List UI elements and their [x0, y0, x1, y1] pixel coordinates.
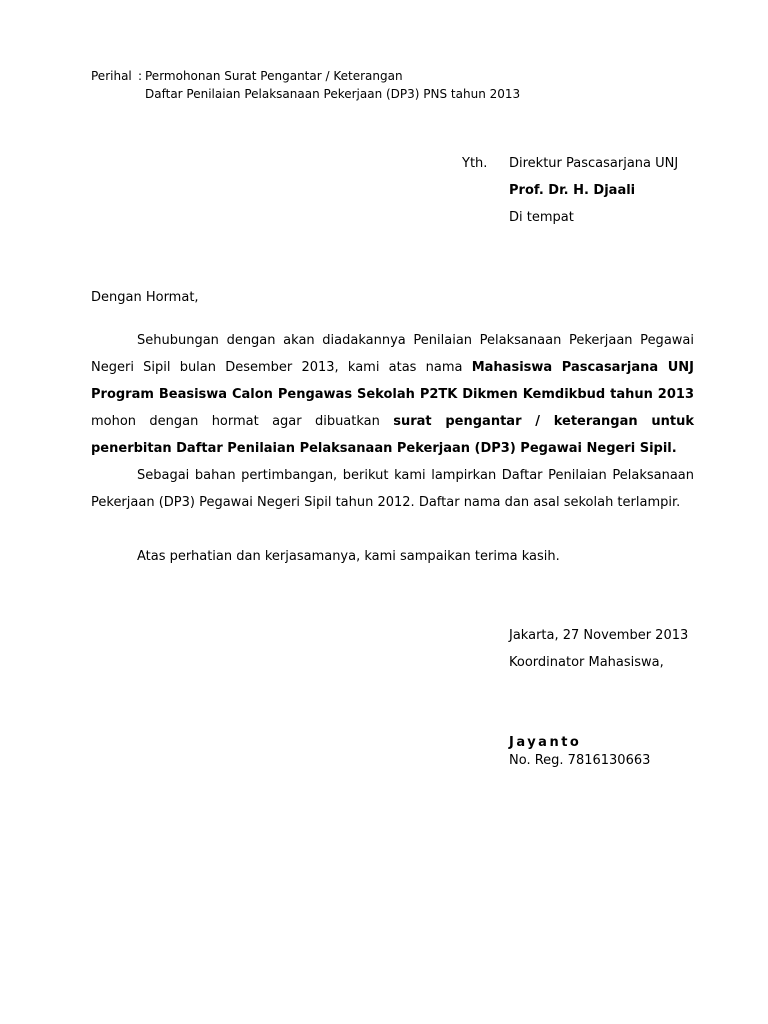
- recipient-line-1: Direktur Pascasarjana UNJ: [509, 156, 679, 171]
- salutation: Dengan Hormat,: [91, 290, 199, 305]
- paragraph-request: [91, 327, 694, 462]
- perihal-line-2: Daftar Penilaian Pelaksanaan Pekerjaan (DP3) PNS tahun 2013: [145, 87, 521, 101]
- signer-registration: No. Reg. 7816130663: [509, 753, 651, 768]
- place-date: Jakarta, 27 November 2013: [509, 628, 689, 643]
- recipient-prefix: Yth.: [462, 156, 488, 171]
- paragraph-request-text-2: mohon dengan hormat agar dibuatkan: [91, 414, 394, 429]
- paragraph-attachment: Sebagai bahan pertimbangan, berikut kami lampirkan Daftar Penilaian Pelaksanaan Pekerjaan (DP3) Pegawai Negeri Sipil tahun 2012. Daftar nama dan asal sekolah terlampir.: [91, 468, 694, 510]
- closing-text: Atas perhatian dan kerjasamanya, kami sampaikan terima kasih.: [137, 549, 560, 564]
- perihal-label: Perihal: [91, 69, 132, 83]
- perihal-line-1: Permohonan Surat Pengantar / Keterangan: [145, 69, 403, 83]
- perihal-separator: :: [138, 69, 143, 83]
- recipient-line-2: Prof. Dr. H. Djaali: [509, 183, 636, 198]
- paragraph-request-bold-2: surat pengantar / keterangan untuk penerbitan Daftar Penilaian Pelaksanaan Pekerjaan (DP3) Pegawai Negeri Sipil.: [91, 414, 694, 456]
- paragraph-request-text-1: Sehubungan dengan akan diadakannya Penilaian Pelaksanaan Pekerjaan Pegawai Negeri Sipil bulan Desember 2013, kami atas nama: [91, 333, 694, 375]
- signer-name: Jayanto: [509, 735, 582, 750]
- signer-role: Koordinator Mahasiswa,: [509, 655, 664, 670]
- recipient-line-3: Di tempat: [509, 210, 574, 225]
- paragraph-request-bold-1: Mahasiswa Pascasarjana UNJ Program Beasiswa Calon Pengawas Sekolah P2TK Dikmen Kemdikbud tahun 2013: [91, 360, 694, 402]
